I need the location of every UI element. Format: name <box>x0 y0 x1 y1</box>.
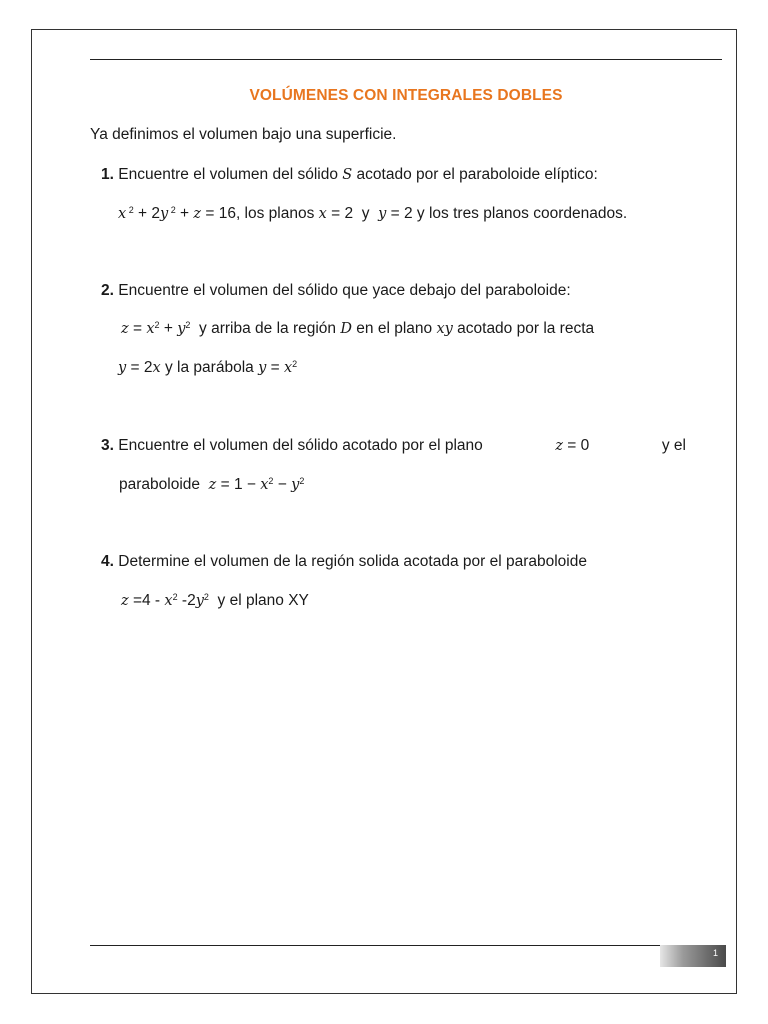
equation-4: z <box>121 593 129 609</box>
problem-2-line-1 <box>101 282 571 300</box>
page-number-box <box>660 945 726 967</box>
problem-3-line-2: paraboloide $z = 1 - x^2 - y^2$ <box>119 476 305 493</box>
problem-4-line-2: $z =4 - x^2$ $-2y^2$ y el plano XY <box>121 592 309 609</box>
problem-1-number: 1. <box>101 166 114 183</box>
problem-3-line-1: 3. Encuentre el volumen del sólido acotado por el plano z = 0 y el <box>101 437 686 454</box>
problem-2-line2-b: en el plano <box>356 320 433 337</box>
problem-4-line2-a: y el plano XY <box>217 592 309 609</box>
problem-2-line-3: y = 2x y la parábola $y = x^2$ <box>118 359 298 376</box>
problem-4-number: 4. <box>101 553 114 570</box>
problem-1-line2-c: y los tres planos coordenados. <box>416 205 628 222</box>
page-number: 1 <box>712 948 718 958</box>
equation-1: x <box>118 206 127 222</box>
problem-1-line-2: x $^2$ + 2y $^2$ + z = 16, los planos x = 2 y y = 2 y los tres planos coordenados. <box>118 205 628 222</box>
math-S: S <box>342 167 353 183</box>
problem-4-line-1 <box>101 553 587 571</box>
problem-2-line3-a: y la parábola <box>165 359 254 376</box>
footer-rule <box>90 945 660 946</box>
problem-1-line2-b: , los planos <box>235 205 315 222</box>
problem-2-line-2: $z = x^2 + y^2$ y arriba de la región D en el plano xy acotado por la recta <box>121 320 595 337</box>
equation-2a: z <box>121 321 129 337</box>
equation-3a: z <box>555 438 563 454</box>
problem-2-line2-a: y arriba de la región <box>199 320 337 337</box>
problem-2-number: 2. <box>101 282 114 299</box>
problem-3-text-b: y el <box>661 437 686 454</box>
problem-2-text: Encuentre el volumen del sólido que yace debajo del paraboloide: <box>118 282 571 299</box>
problem-3-text-a: Encuentre el volumen del sólido acotado por el plano <box>118 437 483 454</box>
header-rule <box>90 59 722 60</box>
problem-2-line2-c: acotado por la recta <box>457 320 595 337</box>
document-title: VOLÚMENES CON INTEGRALES DOBLES <box>249 87 563 104</box>
problem-4-text: Determine el volumen de la región solida acotada por el paraboloide <box>118 553 587 570</box>
problem-1-text-a: Encuentre el volumen del sólido <box>118 166 338 183</box>
equation-3b: z <box>208 477 217 493</box>
intro-text: Ya definimos el volumen bajo una superficie. <box>90 126 397 143</box>
problem-1-text-b: acotado por el paraboloide elíptico: <box>356 166 598 183</box>
problem-3-line2-a: paraboloide <box>119 476 201 493</box>
problem-3-number: 3. <box>101 437 114 454</box>
problem-1-line-1 <box>101 166 598 184</box>
equation-2b: y <box>118 360 127 376</box>
